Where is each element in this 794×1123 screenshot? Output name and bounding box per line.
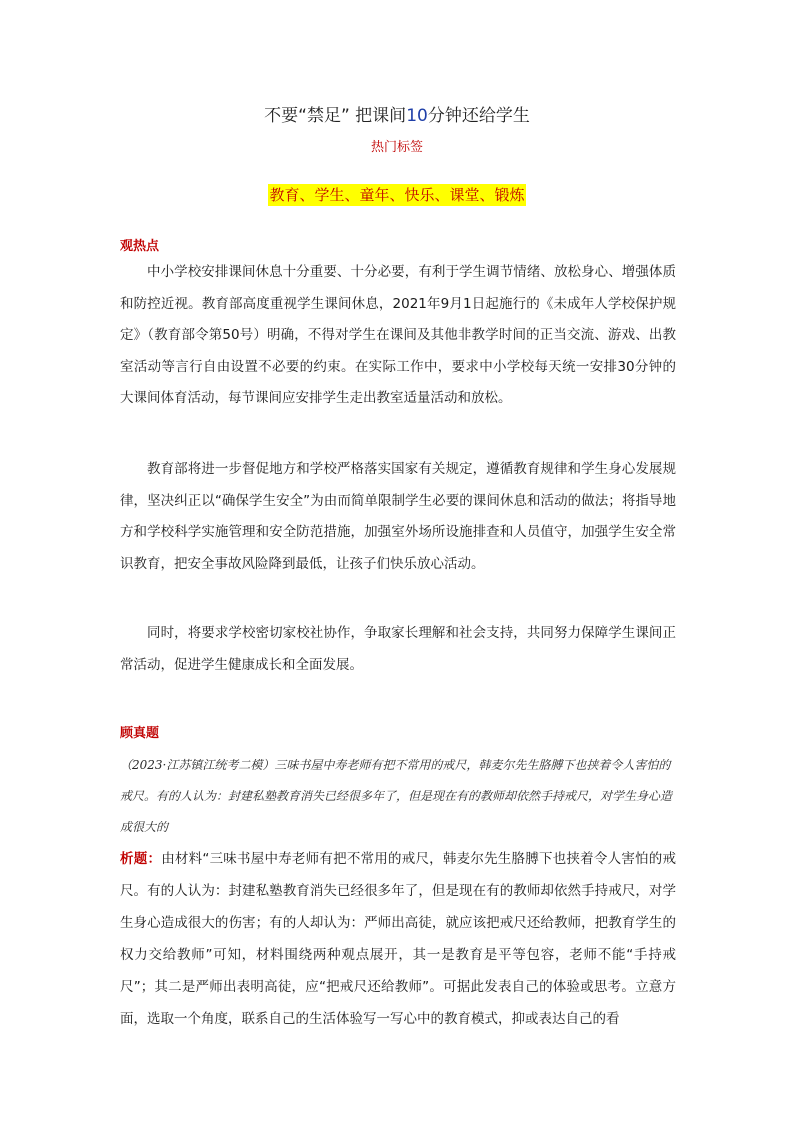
section-heading-viewpoint: 观热点 xyxy=(120,239,160,254)
viewpoint-paragraph-1: 中小学校安排课间休息十分重要、十分必要，有利于学生调节情绪、放松身心、增强体质和防控近视。教育部高度重视学生课间休息，2021年9月1日起施行的《未成年人学校保护规定》（教育部令第50号）明确，不得对学生在课间及其他非教学时间的正当交流、游戏、出教室活动等言行自由设置不必要的约束。在实际工作中，要求中小学校每天统一安排30分钟的大课间体育活动，每节课间应安排学生走出教室适量活动和放松。 xyxy=(120,264,676,406)
analysis-text: 由材料“三味书屋中寿老师有把不常用的戒尺，韩麦尔先生胳膊下也挟着令人害怕的戒尺。有的人认为：封建私塾教育消失已经很多年了，但是现在有的教师却依然手持戒尺，对学生身心造成很大的伤害；有的人却认为：严师出高徒，就应该把戒尺还给教师，把教育学生的权力交给教师”可知，材料围绕两种观点展开，其一是教育是平等包容，老师不能“手持戒尺”；其二是严师出表明高徒，应“把戒尺还给教师”。可据此发表自己的体验或思考。立意方面，选取一个角度，联系自己的生活体验写一写心中的教育模式，抑或表达自己的看 xyxy=(120,851,677,1027)
title-part-2: 分钟还给学生 xyxy=(427,106,530,126)
tags-row xyxy=(0,184,794,206)
tags-highlight: 教育、学生、童年、快乐、课堂、锻炼 xyxy=(269,186,525,204)
viewpoint-paragraph-2: 教育部将进一步督促地方和学校严格落实国家有关规定，遵循教育规律和学生身心发展规律，坚决纠正以“确保学生安全”为由而简单限制学生必要的课间休息和活动的做法；将指导地方和学校科学实施管理和安全防范措施，加强室外场所设施排查和人员值守，加强学生安全常识教育，把安全事故风险降到最低，让孩子们快乐放心活动。 xyxy=(120,461,676,572)
title-number: 10 xyxy=(406,106,428,126)
viewpoint-paragraph-3: 同时，将要求学校密切家校社协作，争取家长理解和社会支持，共同努力保障学生课间正常活动，促进学生健康成长和全面发展。 xyxy=(120,625,676,673)
exam-analysis xyxy=(120,843,676,1035)
analysis-label: 析题： xyxy=(120,851,162,867)
title-part-1: 不要“禁足” 把课间 xyxy=(264,106,407,126)
document-title xyxy=(0,103,794,129)
hot-tags-label: 热门标签 xyxy=(370,140,423,155)
section-heading-exam: 顾真题 xyxy=(120,726,160,741)
exam-question-quote: （2023·江苏镇江统考二模）三味书屋中寿老师有把不常用的戒尺，韩麦尔先生胳膊下也挟着令人害怕的戒尺。有的人认为：封建私塾教育消失已经很多年了，但是现在有的教师却依然手持戒尺，对学生身心造成很大的 xyxy=(120,758,673,834)
